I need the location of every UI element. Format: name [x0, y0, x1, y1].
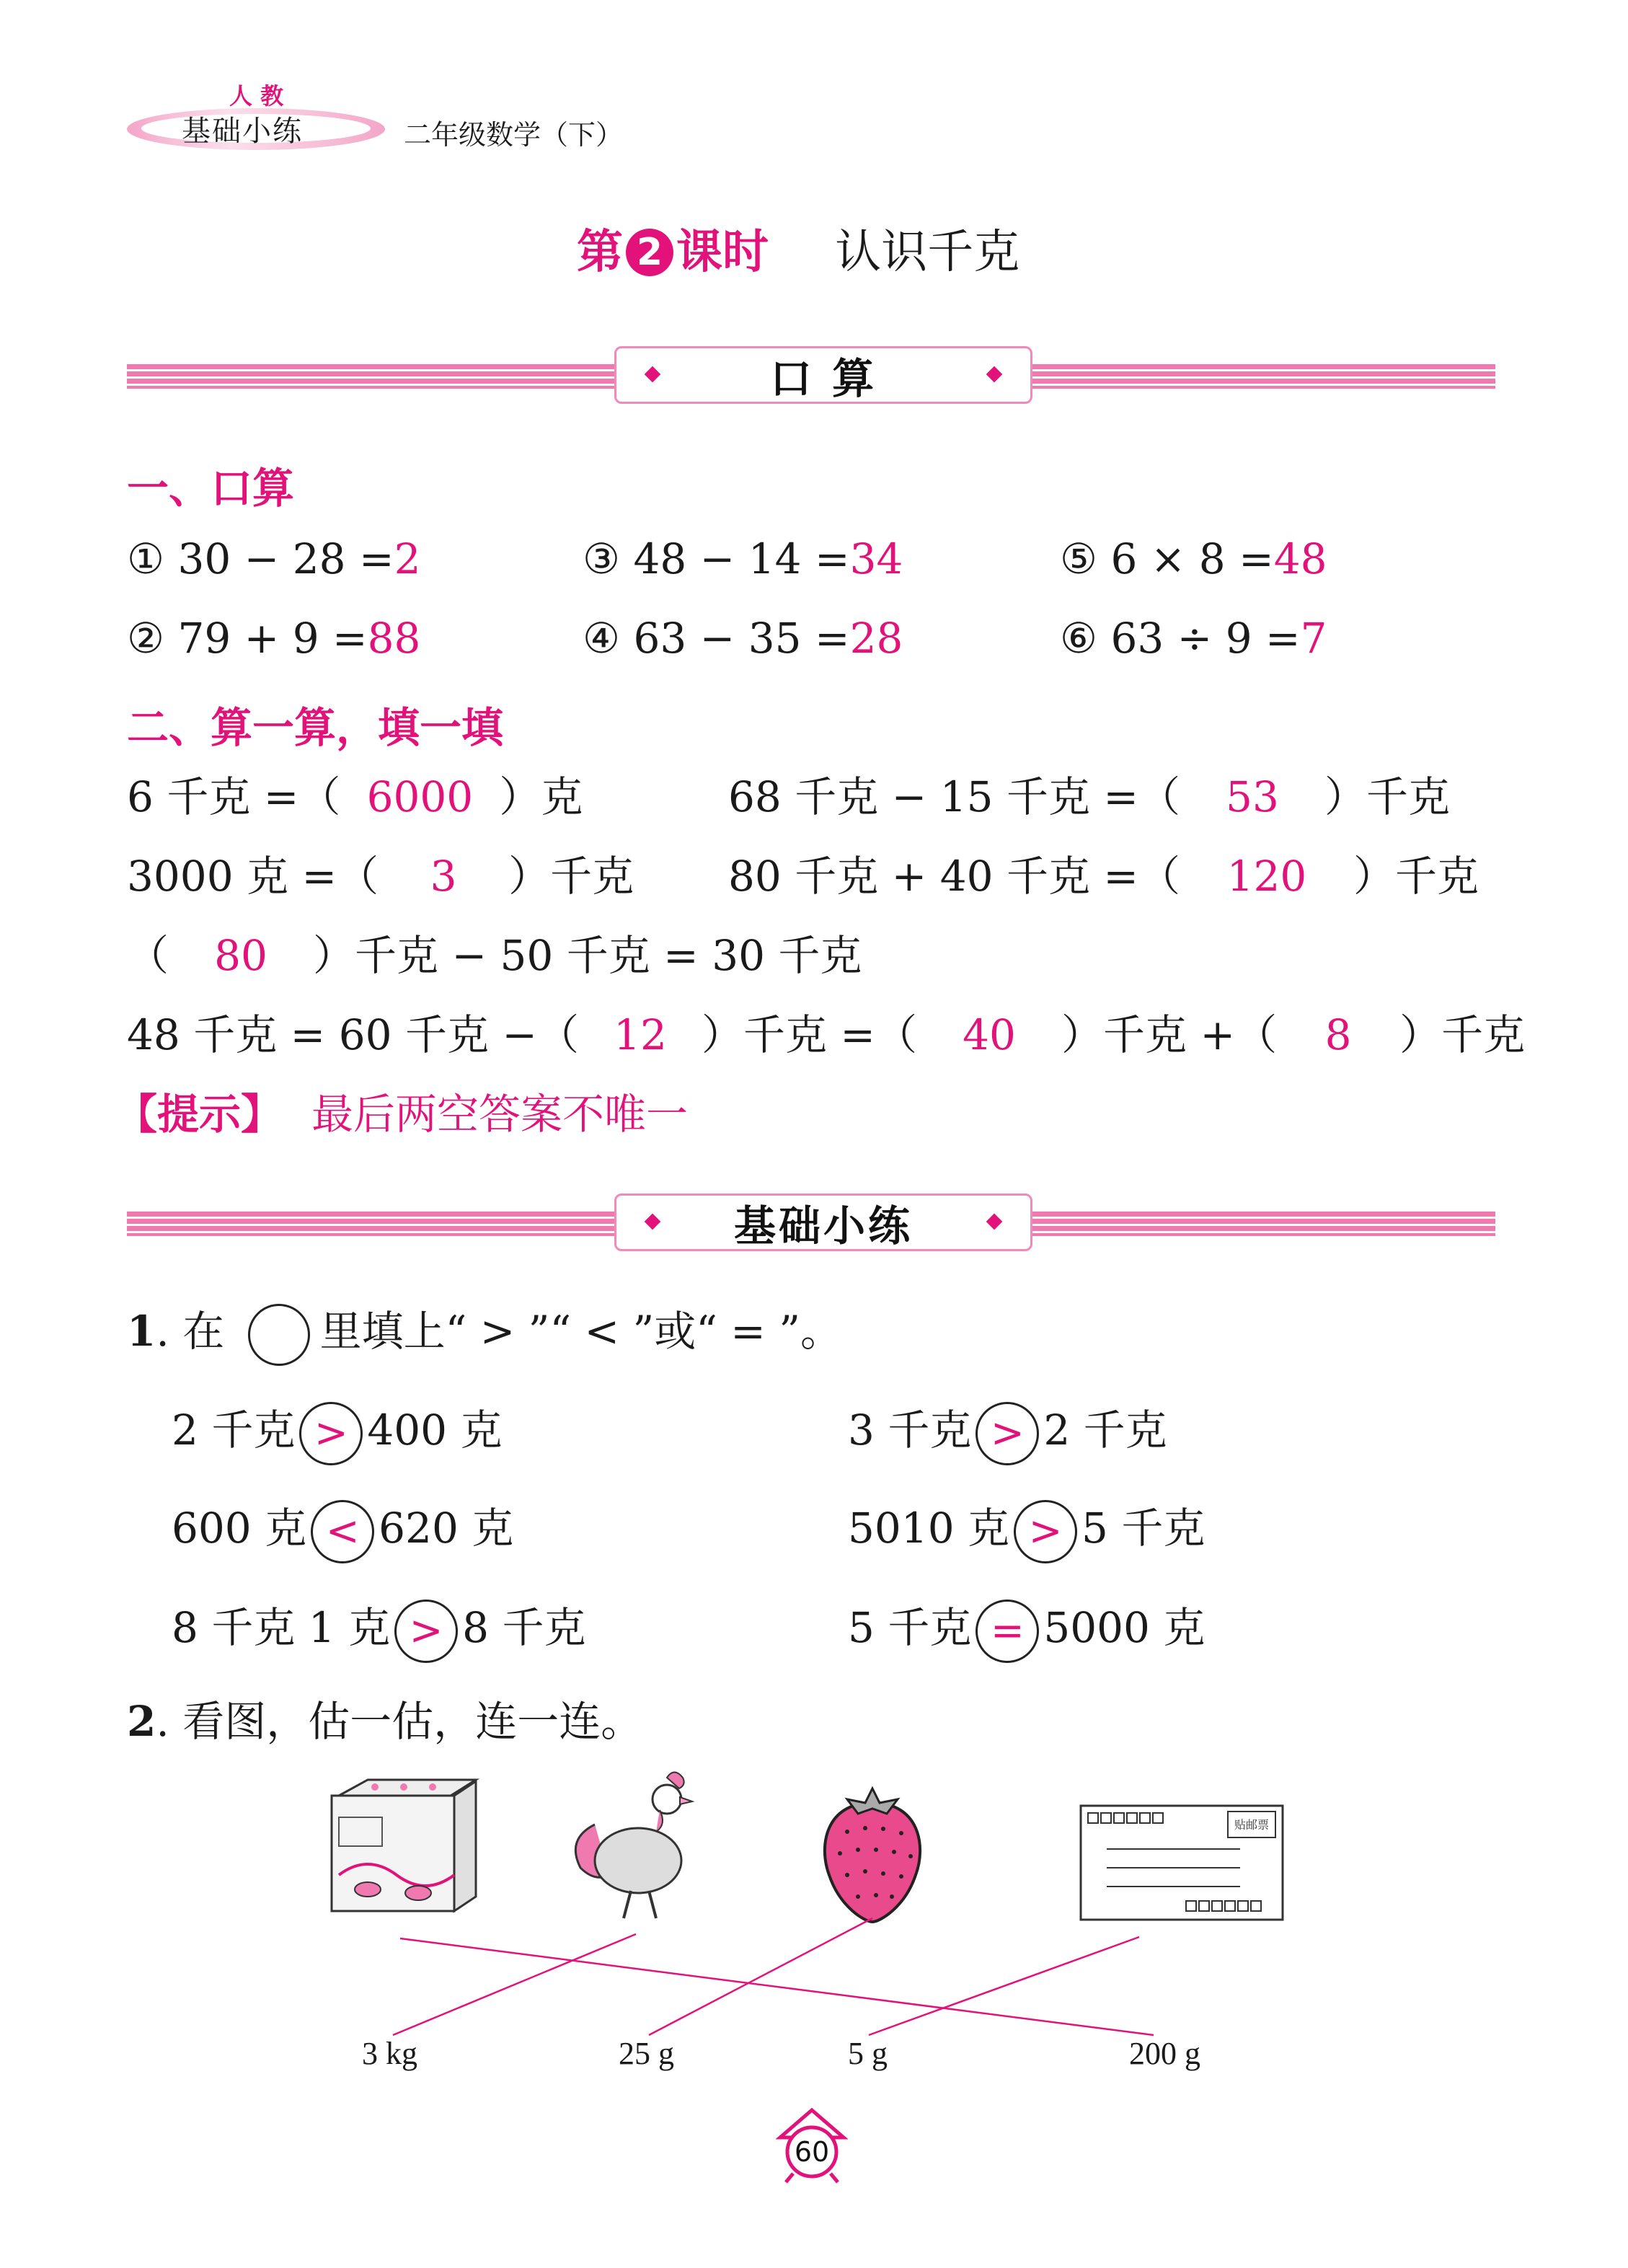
fill-row-3: （ 80 ）千克 − 50 千克 = 30 千克	[127, 931, 862, 980]
matching-lines	[0, 1904, 1628, 2048]
weight-label-3kg: 3 kg	[362, 2036, 417, 2071]
answer-circle: =	[976, 1599, 1039, 1663]
fill-row-2a: 3000 克 =（ 3 ）千克	[127, 852, 634, 901]
publisher-label: 人 教	[229, 82, 284, 110]
lesson-number-badge: 2	[626, 229, 673, 276]
oral-item-2: ② 79 + 9 =88	[127, 614, 421, 663]
lesson-title: 第 2 课时 认识千克	[577, 226, 1020, 279]
fill-row-1a: 6 千克 =（ 6000 ）克	[127, 772, 583, 821]
empty-circle-icon	[248, 1304, 310, 1366]
section-banner-practice: 基础小练	[614, 1193, 1032, 1251]
oral-item-6: ⑥ 63 ÷ 9 =7	[1060, 614, 1327, 663]
heading-oral: 一、口算	[127, 464, 295, 513]
oral-item-4: ④ 63 − 35 =28	[583, 614, 903, 663]
line-envelope-to-5g	[869, 1937, 1139, 2035]
compare-row-6: 5 千克 = 5000 克	[848, 1599, 1205, 1663]
oral-item-1: ① 30 − 28 =2	[127, 534, 421, 583]
svg-text:贴邮票: 贴邮票	[1234, 1818, 1270, 1832]
line-strawberry-to-25g	[649, 1918, 872, 2035]
oral-item-5: ⑤ 6 × 8 =48	[1060, 534, 1327, 583]
answer-circle: >	[394, 1599, 458, 1663]
fill-row-2b: 80 千克 + 40 千克 =（ 120 ）千克	[728, 852, 1479, 901]
compare-row-5: 8 千克 1 克 > 8 千克	[172, 1599, 585, 1663]
section-banner-oral: 口 算	[614, 346, 1032, 404]
hint-line: 【提示】 最后两空答案不唯一	[115, 1090, 689, 1139]
fill-row-4: 48 千克 = 60 千克 −（ 12 ）千克 =（ 40 ）千克 +（ 8 ）千克	[127, 1010, 1526, 1059]
series-label: 基础小练	[182, 115, 303, 148]
grade-label: 二年级数学（下）	[404, 119, 624, 151]
line-box-to-200g	[400, 1938, 1154, 2035]
compare-row-3: 600 克 < 620 克	[172, 1500, 513, 1563]
fill-row-1b: 68 千克 − 15 千克 =（ 53 ）千克	[728, 772, 1450, 821]
answer-circle: >	[1014, 1500, 1077, 1563]
rooster-image	[566, 1767, 696, 1925]
weight-label-200g: 200 g	[1129, 2036, 1200, 2071]
compare-row-2: 3 千克 > 2 千克	[848, 1402, 1167, 1465]
line-rooster-to-3kg	[393, 1934, 636, 2035]
page-number: 60	[794, 2136, 830, 2168]
weight-label-25g: 25 g	[619, 2036, 674, 2071]
question-1: 1. 在 里填上“ > ”“ < ”或“ = ”。	[127, 1304, 842, 1366]
weight-label-5g: 5 g	[848, 2036, 888, 2071]
oral-item-3: ③ 48 − 14 =34	[583, 534, 903, 583]
candy-box-image	[324, 1774, 483, 1918]
compare-row-1: 2 千克 > 400 克	[172, 1402, 503, 1465]
answer-circle: >	[976, 1402, 1039, 1465]
answer-circle: >	[299, 1402, 363, 1465]
heading-fill: 二、算一算，填一填	[127, 703, 504, 752]
answer-circle: <	[311, 1500, 374, 1563]
question-2: 2. 看图，估一估，连一连。	[127, 1697, 643, 1746]
compare-row-4: 5010 克 > 5 千克	[848, 1500, 1205, 1563]
